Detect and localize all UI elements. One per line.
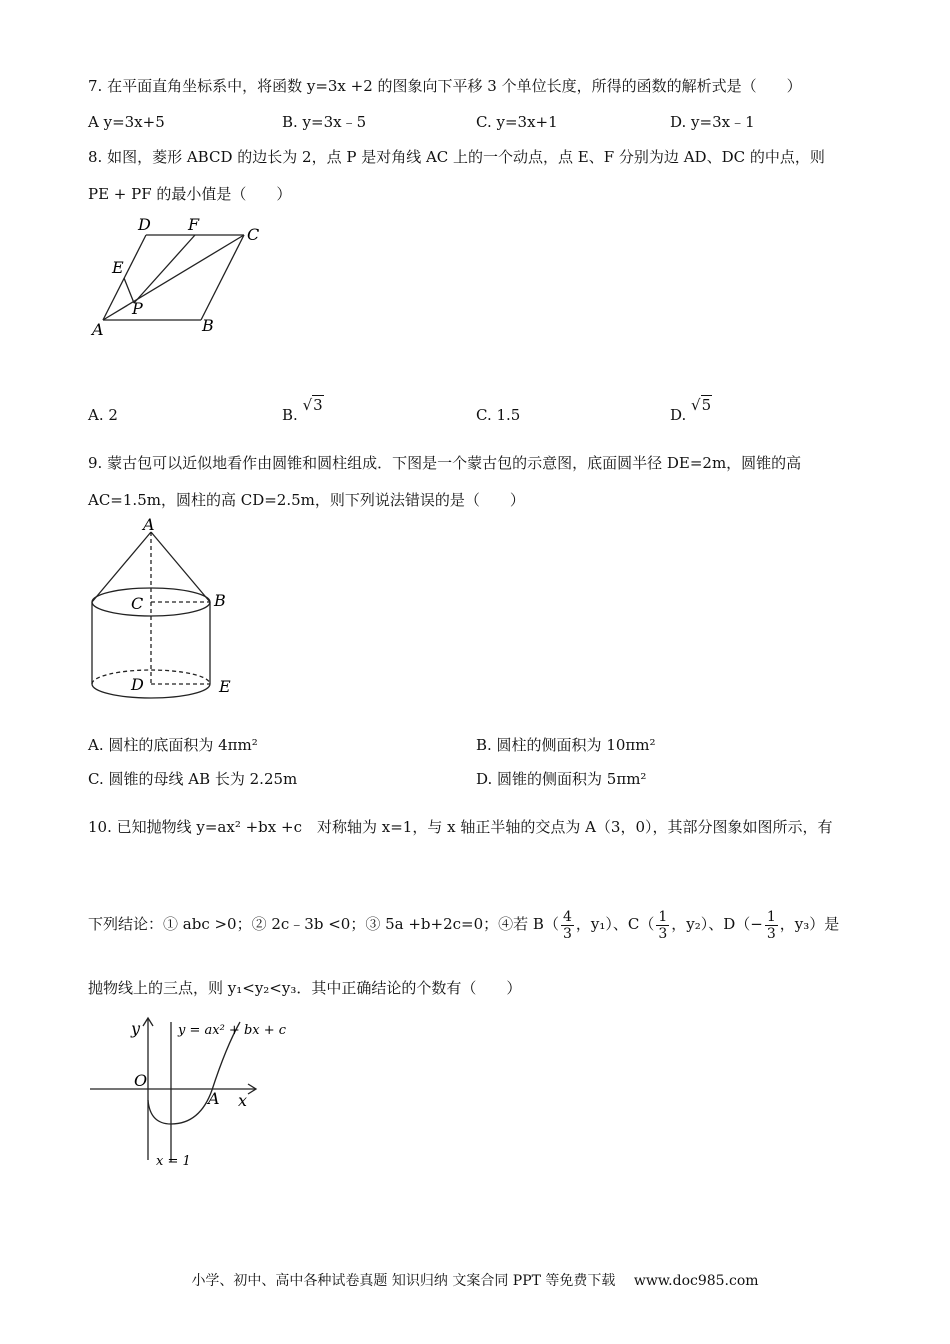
- q8-option-d: D. √5: [670, 396, 712, 424]
- q8-label-c: C: [247, 225, 260, 244]
- q10-label-y: y: [131, 1019, 141, 1038]
- q10-line3: 抛物线上的三点，则 y₁<y₂<y₃．其中正确结论的个数有（ ）: [88, 979, 522, 997]
- q8-label-p: P: [132, 299, 143, 318]
- fraction-four-thirds: $\frac{4}{3}$: [562, 908, 572, 942]
- q9-label-d: D: [131, 675, 144, 694]
- q7-text: 7. 在平面直角坐标系中，将函数 y=3x +2 的图象向下平移 3 个单位长度，所得的函数的解析式是（ ）: [88, 77, 802, 95]
- q9-line1: 9. 蒙古包可以近似地看作由圆锥和圆柱组成．下图是一个蒙古包的示意图，底面圆半径 DE=2m，圆锥的高: [88, 454, 802, 472]
- fraction-one-third: $\frac{1}{3}$: [658, 908, 668, 942]
- parabola-figure: [88, 1012, 298, 1177]
- q8-label-b: B: [202, 316, 214, 335]
- q10-label-axis: x = 1: [156, 1154, 191, 1169]
- q8-option-a: A. 2: [88, 406, 118, 424]
- q8-label-f: F: [188, 215, 200, 234]
- q9-label-e: E: [219, 677, 231, 696]
- q8-label-a: A: [92, 320, 104, 339]
- q10-label-equation: y = ax² + bx + c: [178, 1023, 287, 1038]
- rhombus-figure: [88, 210, 278, 345]
- q9-option-d: D. 圆锥的侧面积为 5πm²: [476, 770, 647, 788]
- yurt-figure: [85, 518, 245, 703]
- q7-option-a: A y=3x+5: [88, 113, 165, 131]
- q9-label-b: B: [214, 591, 226, 610]
- q10-label-a: A: [208, 1089, 220, 1108]
- q9-option-b: B. 圆柱的侧面积为 10πm²: [476, 736, 656, 754]
- q9-line2: AC=1.5m，圆柱的高 CD=2.5m，则下列说法错误的是（ ）: [88, 491, 525, 509]
- q8-label-e: E: [112, 258, 124, 277]
- q10-line2: 下列结论：① abc >0；② 2c﹣3b <0；③ 5a +b+2c=0；④若 B（ $\frac{4}{3}$ ，y₁）、C（ $\frac{1}{3}$ ，y₂）、D（− $\frac{1}{3}$ ，y₃）是: [88, 908, 840, 942]
- q7-option-d: D. y=3x﹣1: [670, 113, 755, 131]
- q8-line2: PE + PF 的最小值是（ ）: [88, 185, 292, 203]
- q9-label-a: A: [143, 518, 155, 534]
- q8-option-b: B. √3: [282, 396, 323, 424]
- q9-label-c: C: [131, 594, 144, 613]
- q8-option-c: C. 1.5: [476, 406, 521, 424]
- q8-label-d: D: [138, 215, 151, 234]
- page-footer: 小学、初中、高中各种试卷真题 知识归纳 文案合同 PPT 等免费下载 www.doc985.com: [191, 1273, 759, 1289]
- q10-label-o: O: [134, 1071, 148, 1090]
- q10-label-x: x: [238, 1091, 248, 1110]
- q7-option-b: B. y=3x﹣5: [282, 113, 367, 131]
- q9-option-a: A. 圆柱的底面积为 4πm²: [88, 736, 258, 754]
- fraction-neg-one-third: $\frac{1}{3}$: [766, 908, 776, 942]
- q9-option-c: C. 圆锥的母线 AB 长为 2.25m: [88, 770, 298, 788]
- q7-option-c: C. y=3x+1: [476, 113, 558, 131]
- q10-line1: 10. 已知抛物线 y=ax² +bx +c 对称轴为 x=1，与 x 轴正半轴的交点为 A（3，0），其部分图象如图所示，有: [88, 818, 833, 836]
- q8-line1: 8. 如图，菱形 ABCD 的边长为 2，点 P 是对角线 AC 上的一个动点，点 E、F 分别为边 AD、DC 的中点，则: [88, 148, 825, 166]
